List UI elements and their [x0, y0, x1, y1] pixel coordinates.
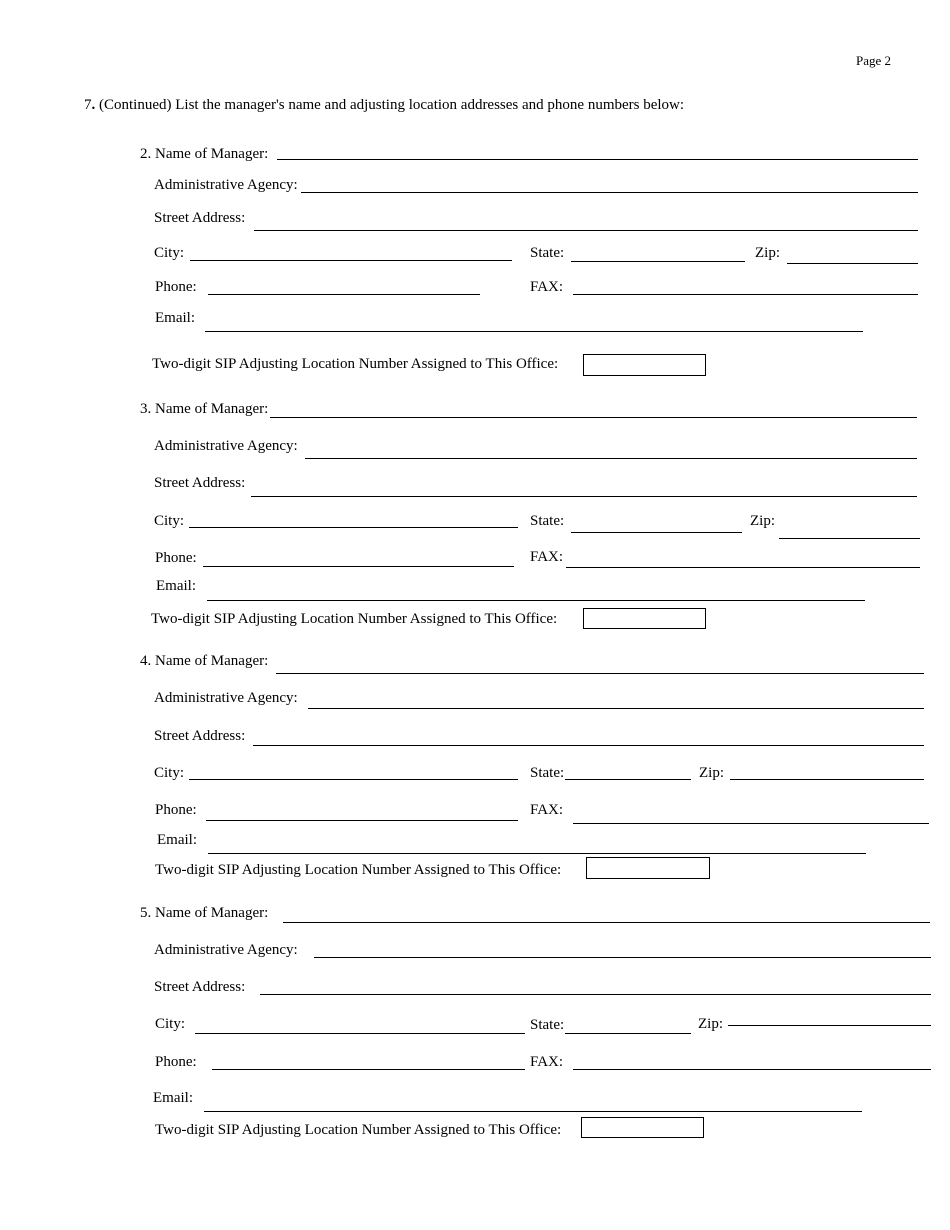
manager-2-fax-label: FAX: [530, 279, 564, 295]
manager-5-sip-box[interactable] [581, 1117, 704, 1138]
manager-2-name-field[interactable] [277, 159, 918, 160]
manager-5-zip-label: Zip: [698, 1016, 723, 1032]
manager-2-street-label: Street Address: [154, 210, 246, 226]
question-dot: . [91, 97, 96, 113]
manager-5-name-label: 5. Name of Manager: [140, 905, 269, 921]
manager-3-zip-field[interactable] [779, 538, 920, 539]
manager-2-state-field[interactable] [571, 261, 745, 262]
page-number: Page 2 [856, 53, 892, 68]
manager-2-zip-label: Zip: [755, 245, 780, 261]
manager-3-email-label: Email: [156, 578, 196, 594]
question-number: 7 [84, 97, 92, 113]
manager-4-fax-label: FAX: [530, 802, 564, 818]
manager-4-phone-label: Phone: [155, 802, 197, 818]
manager-3-city-label: City: [154, 513, 185, 529]
manager-3-phone-field[interactable] [203, 566, 514, 567]
manager-2-state-label: State: [530, 245, 565, 261]
manager-4-agency-field[interactable] [308, 708, 924, 709]
manager-3-street-field[interactable] [251, 496, 917, 497]
manager-3-fax-label: FAX: [530, 549, 564, 565]
manager-4-state-field[interactable] [565, 779, 691, 780]
manager-4-name-label: 4. Name of Manager: [140, 653, 269, 669]
manager-5-city-field[interactable] [195, 1033, 525, 1034]
manager-3-state-label: State: [530, 513, 565, 529]
manager-3-agency-label: Administrative Agency: [154, 438, 298, 454]
manager-5-street-label: Street Address: [154, 979, 246, 995]
manager-3-email-field[interactable] [207, 600, 865, 601]
manager-2-street-field[interactable] [254, 230, 918, 231]
manager-2-city-label: City: [154, 245, 185, 261]
manager-3-fax-field[interactable] [566, 567, 920, 568]
manager-4-name-field[interactable] [276, 673, 924, 674]
manager-3-agency-field[interactable] [305, 458, 917, 459]
manager-4-fax-field[interactable] [573, 823, 929, 824]
manager-5-email-field[interactable] [204, 1111, 862, 1112]
manager-2-sip-label: Two-digit SIP Adjusting Location Number Assigned to This Office: [152, 356, 559, 372]
manager-2-fax-field[interactable] [573, 294, 918, 295]
manager-4-sip-box[interactable] [586, 857, 710, 879]
manager-3-city-field[interactable] [189, 527, 518, 528]
manager-4-zip-label: Zip: [699, 765, 724, 781]
manager-5-street-field[interactable] [260, 994, 931, 995]
manager-2-phone-field[interactable] [208, 294, 480, 295]
manager-3-sip-box[interactable] [583, 608, 706, 629]
manager-3-name-field[interactable] [270, 417, 917, 418]
manager-5-agency-field[interactable] [314, 957, 931, 958]
manager-2-agency-field[interactable] [301, 192, 918, 193]
manager-2-zip-field[interactable] [787, 263, 918, 264]
manager-3-street-label: Street Address: [154, 475, 246, 491]
manager-5-name-field[interactable] [283, 922, 930, 923]
manager-5-fax-label: FAX: [530, 1054, 564, 1070]
manager-5-city-label: City: [155, 1016, 186, 1032]
manager-5-phone-field[interactable] [212, 1069, 525, 1070]
manager-5-state-label: State: [530, 1017, 565, 1033]
manager-2-agency-label: Administrative Agency: [154, 177, 298, 193]
question-text: (Continued) List the manager's name and adjusting location addresses and phone numbers below: [99, 97, 685, 113]
manager-5-fax-field[interactable] [573, 1069, 931, 1070]
manager-2-phone-label: Phone: [155, 279, 197, 295]
manager-3-state-field[interactable] [571, 532, 742, 533]
manager-2-email-label: Email: [155, 310, 195, 326]
manager-4-city-label: City: [154, 765, 185, 781]
manager-4-sip-label: Two-digit SIP Adjusting Location Number Assigned to This Office: [155, 862, 562, 878]
manager-5-agency-label: Administrative Agency: [154, 942, 298, 958]
manager-5-sip-label: Two-digit SIP Adjusting Location Number Assigned to This Office: [155, 1122, 562, 1138]
manager-4-email-field[interactable] [208, 853, 866, 854]
manager-4-zip-field[interactable] [730, 779, 924, 780]
manager-4-street-label: Street Address: [154, 728, 246, 744]
manager-4-email-label: Email: [157, 832, 197, 848]
manager-3-sip-label: Two-digit SIP Adjusting Location Number Assigned to This Office: [151, 611, 558, 627]
manager-4-phone-field[interactable] [206, 820, 518, 821]
manager-2-sip-box[interactable] [583, 354, 706, 376]
manager-2-name-label: 2. Name of Manager: [140, 146, 269, 162]
manager-4-street-field[interactable] [253, 745, 924, 746]
manager-4-city-field[interactable] [189, 779, 518, 780]
manager-3-zip-label: Zip: [750, 513, 775, 529]
manager-5-phone-label: Phone: [155, 1054, 197, 1070]
manager-4-agency-label: Administrative Agency: [154, 690, 298, 706]
manager-2-email-field[interactable] [205, 331, 863, 332]
manager-3-phone-label: Phone: [155, 550, 197, 566]
manager-5-state-field[interactable] [565, 1033, 691, 1034]
manager-4-state-label: State: [530, 765, 565, 781]
manager-5-zip-field[interactable] [728, 1025, 931, 1026]
manager-3-name-label: 3. Name of Manager: [140, 401, 269, 417]
manager-2-city-field[interactable] [190, 260, 512, 261]
question-heading [84, 96, 684, 114]
manager-5-email-label: Email: [153, 1090, 193, 1106]
